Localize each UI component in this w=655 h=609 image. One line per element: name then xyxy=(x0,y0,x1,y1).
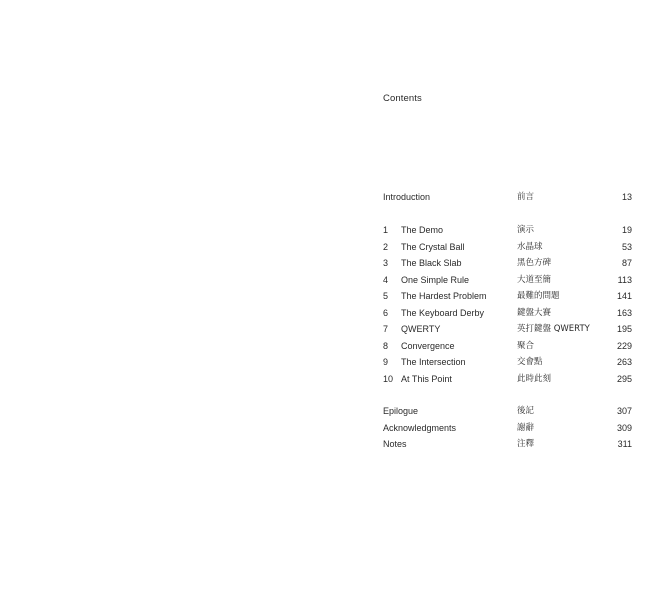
chapter-chinese-title: 英打鍵盤 QWERTY xyxy=(517,324,590,334)
toc-chapter-10 xyxy=(383,372,635,386)
chapter-number: 1 xyxy=(383,225,389,235)
entry-title: Acknowledgments xyxy=(383,422,457,433)
chapter-number: 2 xyxy=(383,241,389,252)
chapter-title: At This Point xyxy=(401,373,452,384)
chapter-number: 3 xyxy=(383,258,389,268)
chapter-page-number: 263 xyxy=(616,357,632,367)
toc-chapter-6 xyxy=(383,306,635,320)
chapter-chinese-title: 鍵盤大賽 xyxy=(517,307,552,318)
toc-chapter-5 xyxy=(383,289,635,303)
chapter-page-number: 195 xyxy=(616,324,632,334)
chapter-page-number: 113 xyxy=(617,274,632,285)
chapter-page-number: 229 xyxy=(616,340,632,351)
chapter-chinese-title: 最難的問題 xyxy=(517,291,560,301)
chapter-chinese-title: 此時此刻 xyxy=(517,373,552,384)
chapter-chinese-title: 交會點 xyxy=(517,357,543,367)
toc-chapter-1 xyxy=(383,223,635,237)
chapter-page-number: 295 xyxy=(616,373,632,384)
toc-chapter-4 xyxy=(383,273,635,287)
chapter-title: The Crystal Ball xyxy=(401,241,465,252)
chapter-page-number: 87 xyxy=(621,258,632,268)
entry-page-number: 13 xyxy=(621,192,632,202)
chapter-title: The Demo xyxy=(401,225,444,235)
entry-page-number: 309 xyxy=(616,422,632,433)
entry-title: Notes xyxy=(383,439,407,449)
entry-chinese-title: 注釋 xyxy=(517,439,535,449)
toc-entry-acknowledgments xyxy=(383,421,635,435)
chapter-number: 9 xyxy=(383,357,389,367)
toc-chapter-2 xyxy=(383,240,635,254)
entry-chinese-title: 後記 xyxy=(517,406,535,416)
chapter-chinese-title: 大道至簡 xyxy=(517,274,552,285)
chapter-title: The Intersection xyxy=(401,357,466,367)
chapter-page-number: 19 xyxy=(621,225,632,235)
toc-entry-notes xyxy=(383,437,635,451)
chapter-title: Convergence xyxy=(401,340,455,351)
chapter-page-number: 53 xyxy=(621,241,632,252)
chapter-page-number: 163 xyxy=(616,307,632,318)
chapter-title: QWERTY xyxy=(401,324,441,334)
toc-entry-introduction xyxy=(383,190,635,204)
chapter-number: 6 xyxy=(383,307,389,318)
chapter-chinese-title: 水晶球 xyxy=(517,241,543,252)
entry-page-number: 307 xyxy=(616,406,632,416)
chapter-chinese-title: 聚合 xyxy=(517,340,535,351)
chapter-title: The Black Slab xyxy=(401,258,462,268)
entry-page-number: 311 xyxy=(617,439,632,449)
chapter-title: The Hardest Problem xyxy=(401,291,487,301)
chapter-title: The Keyboard Derby xyxy=(401,307,485,318)
chapter-number: 10 xyxy=(383,373,394,384)
contents-heading: Contents xyxy=(383,93,422,104)
toc-chapter-7 xyxy=(383,322,635,336)
toc-chapter-9 xyxy=(383,355,635,369)
chapter-page-number: 141 xyxy=(616,291,632,301)
chapter-number: 4 xyxy=(383,274,389,285)
entry-chinese-title: 謝辭 xyxy=(517,422,535,433)
chapter-number: 5 xyxy=(383,291,389,301)
toc-chapter-3 xyxy=(383,256,635,270)
entry-title: Epilogue xyxy=(383,406,419,416)
entry-chinese-title: 前言 xyxy=(517,192,535,202)
chapter-number: 7 xyxy=(383,324,389,334)
chapter-chinese-title: 演示 xyxy=(517,225,535,235)
entry-title: Introduction xyxy=(383,192,431,202)
toc-entry-epilogue xyxy=(383,404,635,418)
toc-chapter-8 xyxy=(383,339,635,353)
chapter-chinese-title: 黑色方碑 xyxy=(517,258,552,268)
chapter-title: One Simple Rule xyxy=(401,274,470,285)
chapter-number: 8 xyxy=(383,340,389,351)
